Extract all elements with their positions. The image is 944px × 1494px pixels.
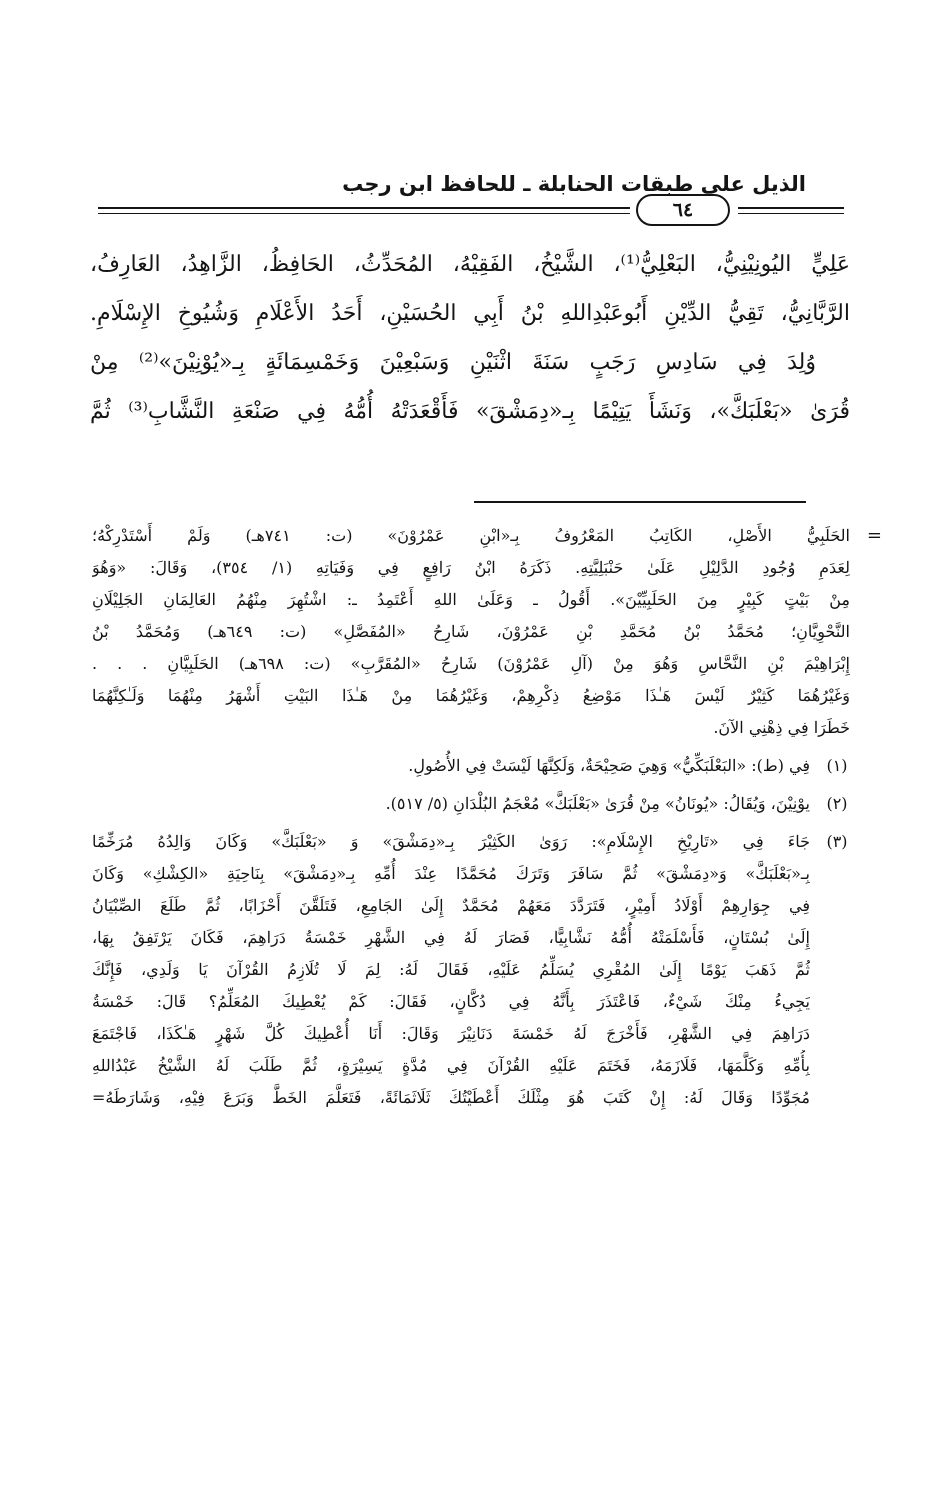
footnote-line: يوْنِيْنَ، وَيُقَالُ: «يُونَانُ» مِنْ قُرَىٰ «بَعْلَبَكَّ» مُعْجَمُ البُلْدَانِ (٥/ ٥١٧). [385,794,810,813]
footnote-carryover [92,520,882,744]
footnote-line: بِـ«بَعْلَبَكَّ» وَ«دِمَشْقَ» ثُمَّ سَافَرَ وَتَرَكَ مُحَمَّدًا عِنْدَ أُمِّهِ بِـ«دِمَشْقَ» بِنَاحِيَةِ «الكِشْكِ» وَكَانَ [92,864,810,883]
footnotes [92,520,882,1114]
footnote-line: بِأُمِّهِ وَكَلَّمَهَا، فَلَازَمَهُ، فَخَتَمَ عَلَيْهِ القُرْآنَ فِي مُدَّةٍ يَسِيْرَةٍ، ثُمَّ طَلَبَ لَهُ الشَّيْخُ عَبْدُاللهِ [92,1056,810,1075]
footnote-3 [92,826,850,1114]
header-rule [738,207,844,209]
continuation-mark: = [866,525,882,546]
running-title: الذيل على طبقات الحنابلة ـ للحافظ ابن رجب [342,172,806,196]
text-line: قُرَىٰ «بَعْلَبَكَّ»، وَنَشَأَ يَتِيْمًا بِـ«دِمَشْقَ» فَأَقْعَدَتْهُ أُمُّهُ فِي صَنْعَةِ النَّشَّابِ⁽³⁾ ثُمَّ [90,399,850,424]
footnote-line: الحَلَبِيُّ الأَصْلِ، الكَاتِبُ المَعْرُوفُ بِـ«ابْنِ عَمْرُوْنَ» (ت: ٧٤١هـ) وَلَمْ أَسْتَدْرِكْهُ؛ [92,526,850,545]
footnote-marker: (٣) [826,832,848,851]
footnote-line: مُجَوِّدًا وَقَالَ لَهُ: إِنْ كَتَبَ هُوَ مِثْلَكَ أَعْطَيْتُكَ ثَلَاثَمَائَةً، فَتَعَلَّمَ الخَطَّ وَبَرَعَ فِيْهِ، وَشَارَطَهُ= [92,1088,810,1107]
header-rule [738,213,844,214]
footnote-line: وَغَيْرُهُمَا كَثِيْرٌ لَيْسَ هَـٰذَا مَوْضِعُ ذِكْرِهِمْ، وَغَيْرُهُمَا مِنْ هَـٰذَا البَيْتِ أَشْهَرُ مِنْهُمَا وَلَـٰكِنَّهُمَا [92,686,850,705]
footnote-line: يَجِيءُ مِنْكَ شَيْءٌ، فَاعْتَذَرَ بِأَنَّهُ فِي دُكَّانٍ، فَقَالَ: كَمْ يُعْطِيكَ المُعَلِّمُ؟ قَالَ: خَمْسَةُ [92,992,810,1011]
header-rule [98,213,630,214]
footnote-line: ثُمَّ ذَهَبَ يَوْمًا إِلَىٰ المُقْرِي يُسَلِّمُ عَلَيْهِ، فَقَالَ لَهُ: لِمَ لَا تُلَازِمُ القُرْآنَ يَا وَلَدِي، فَإِنَّكَ [92,960,810,979]
footnote-line: خَطَرَا فِي ذِهْنِي الآنَ. [713,718,850,737]
footnote-line: جَاءَ فِي «تَارِيْخِ الإِسْلَامِ»: رَوَىٰ الكَثِيْرَ بِـ«دِمَشْقَ» وَ «بَعْلَبَكَّ» وَكَانَ وَالِدُهُ مُرَخِّمًا [92,832,810,851]
footnote-line: دَرَاهِمَ فِي الشَّهْرِ، فَأَخْرَجَ لَهُ خَمْسَةَ دَنَانِيْرَ وَقَالَ: أَنَا أُعْطِيكَ كُلَّ شَهْرٍ هَـٰكَذَا، فَاجْتَمَعَ [92,1024,810,1043]
footnote-line: فِي جِوَارِهِمْ أَوْلَادُ أَمِيْرٍ، فَتَرَدَّدَ مَعَهُمْ مُحَمَّدٌ إِلَىٰ الجَامِعِ، فَتَلَقَّنَ أَحْزَابًا، ثُمَّ طَلَعَ الصِّبْيَانُ [92,896,810,915]
text-line: عَلِيٍّ اليُونِيْنِيُّ، البَعْلِيُّ⁽¹⁾، الشَّيْخُ، الفَقِيْهُ، المُحَدِّثُ، الحَافِظُ، الزَّاهِدُ، العَارِفُ، [90,252,850,277]
footnote-line: إِلَىٰ بُسْتَانٍ، فَأَسْلَمَتْهُ أُمُّهُ نَشَّابِيًّا، فَصَارَ لَهُ فِي الشَّهْرِ خَمْسَةُ دَرَاهِمَ، فَكَانَ يَرْتَفِقُ بِهَا، [92,928,810,947]
footnote-line: إِبْرَاهِيْمَ بْنِ النَّحَّاسِ وَهُوَ مِنْ (آلِ عَمْرُوْنَ) شَارِحُ «المُقَرَّبِ» (ت: ٦٩٨هـ) الحَلَبِيَّانِ . . . [92,654,850,673]
footnote-line: النَّحْوِيَّانِ؛ مُحَمَّدُ بْنُ مُحَمَّدِ بْنِ عَمْرُوْنَ، شَارِحُ «المُفَصَّلِ» (ت: ٦٤٩هـ) وَمُحَمَّدُ بْنُ [92,622,850,641]
footnote-marker: (١) [826,756,848,775]
footnote-marker: (٢) [826,794,848,813]
footnote-separator [474,501,806,503]
text-line: وُلِدَ فِي سَادِسِ رَجَبٍ سَنَةَ اثْنَيْنِ وَسَبْعِيْنَ وَخَمْسِمَائَةٍ بِـ«يُوْنِيْنَ»⁽²⁾ مِنْ [90,350,816,375]
page-number: ٦٤ [636,194,730,226]
footnote-line: فِي (ط): «البَعْلَبَكِّيُّ» وَهِيَ صَحِيْحَةٌ، وَلَكِنَّهَا لَيْسَتْ فِي الأُصُولِ. [408,756,810,775]
header-rule [98,207,630,209]
footnote-line: لِعَدَمِ وُجُودِ الدَّلِيْلِ عَلَىٰ حَنْبَلِيَّتِهِ. ذَكَرَهُ ابْنُ رَافِعٍ فِي وَفَيَاتِهِ (١/ ٣٥٤)، وَقَالَ: «وَهُوَ [92,558,850,577]
footnote-2 [92,788,850,820]
footnote-line: مِنْ بَيْتٍ كَبِيْرٍ مِنَ الحَلَبِيِّيْنَ». أَقُولُ ـ وَعَلَىٰ اللهِ أَعْتَمِدُ ـ: اشْتُهِرَ مِنْهُمُ العَالِمَانِ الجَلِيْلَانِ [92,590,850,609]
main-text [90,240,850,436]
text-line: الرَّبَّانِيُّ، تَقِيُّ الدِّيْنِ أَبُوعَبْدِاللهِ بْنُ أَبِي الحُسَيْنِ، أَحَدُ الأَعْلَامِ وَشُيُوخِ الإِسْلَامِ. [90,301,850,326]
footnote-1 [92,750,850,782]
